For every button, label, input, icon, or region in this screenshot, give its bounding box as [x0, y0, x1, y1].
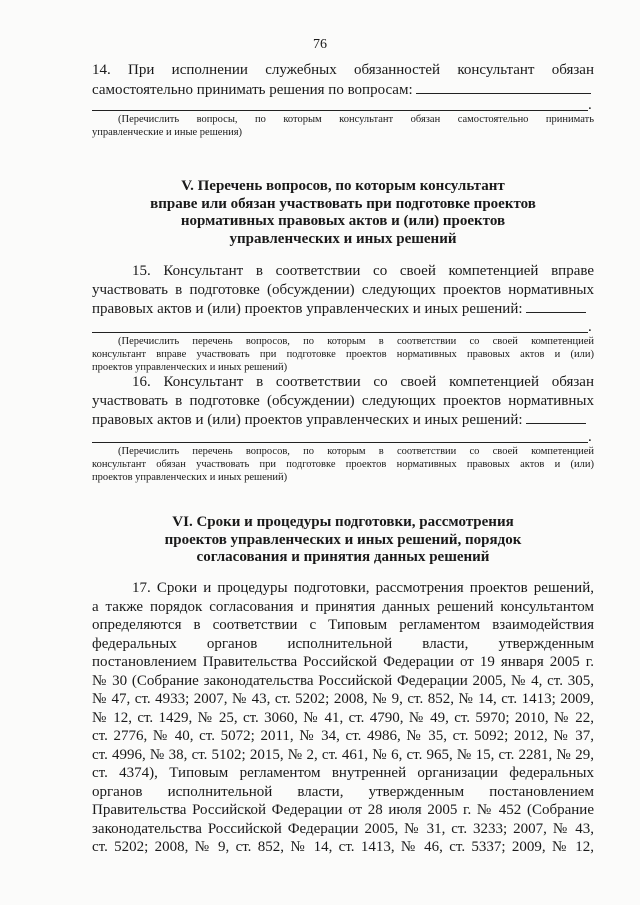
paragraph-16-line-3	[92, 410, 594, 429]
paragraph-16	[92, 373, 594, 429]
paragraph-17-line: ст. 2776, № 40, ст. 5072; 2011, № 34, ст. 4986, № 35, ст. 5092; 2012, № 37,	[92, 728, 594, 744]
note-16-line-1: (Перечислить перечень вопросов, по которым в соответствии со своей компетенцией	[118, 446, 594, 457]
page-number: 76	[313, 37, 327, 52]
paragraph-17-line: Правительства Российской Федерации от 28 июля 2005 г. № 452 (Собрание	[92, 802, 594, 818]
paragraph-15-text: правовых актов и (или) проектов управленческих и иных решений:	[92, 301, 523, 317]
note-16-line-3: проектов управленческих и иных решений)	[92, 472, 288, 483]
note-15-line-3: проектов управленческих и иных решений)	[92, 362, 288, 373]
note-16	[92, 445, 594, 484]
paragraph-17-line: ст. 5202; 2008, № 9, ст. 852, № 14, ст. 1413, № 46, ст. 5337; 2009, № 12,	[92, 839, 594, 855]
paragraph-17-line: 17. Сроки и процедуры подготовки, рассмотрения проектов решений,	[132, 580, 594, 596]
note-15-line-2: консультант вправе участвовать при подготовке проектов нормативных правовых актов и (или)	[92, 349, 594, 360]
section-6-heading-line-1: VI. Сроки и процедуры подготовки, рассмотрения	[172, 514, 514, 530]
paragraph-15-line-1: 15. Консультант в соответствии со своей компетенцией вправе	[132, 263, 594, 279]
section-5-heading-line-4: управленческих и иных решений	[229, 230, 457, 247]
paragraph-17-line: органов исполнительной власти, утвержденным постановлением	[92, 783, 594, 800]
paragraph-16-text: правовых актов и (или) проектов управленческих и иных решений:	[92, 412, 523, 428]
paragraph-17-line: № 30 (Собрание законодательства Российской Федерации 2005, № 4, ст. 305,	[92, 672, 594, 689]
section-6-heading-line-2: проектов управленческих и иных решений, порядок	[164, 531, 522, 548]
section-5-heading-line-1: V. Перечень вопросов, по которым консультант	[181, 178, 505, 194]
paragraph-16-line-1: 16. Консультант в соответствии со своей компетенцией обязан	[132, 374, 594, 390]
paragraph-14-text: самостоятельно принимать решения по вопросам:	[92, 81, 413, 98]
answer-blank	[526, 410, 586, 424]
paragraph-17-line: № 47, ст. 4933; 2007, № 43, ст. 5202; 2008, № 9, ст. 852, № 14, ст. 1413; 2009,	[92, 691, 594, 707]
answer-blank	[416, 80, 591, 94]
section-5-heading	[92, 178, 594, 248]
paragraph-15-line-3	[92, 299, 594, 318]
paragraph-14-line-1: 14. При исполнении служебных обязанностей консультант обязан	[92, 62, 594, 78]
paragraph-17-line: ст. 4996, № 38, ст. 5102; 2015, № 2, ст. 461, № 6, ст. 965, № 15, ст. 2281, № 29,	[92, 746, 594, 763]
paragraph-15-line-2: участвовать в подготовке (обсуждении) следующих проектов нормативных	[92, 281, 594, 298]
answer-line	[92, 442, 588, 443]
paragraph-15-end: .	[588, 319, 592, 335]
paragraph-16-end: .	[588, 429, 592, 445]
section-6-heading	[92, 514, 594, 567]
paragraph-17-line: федеральных органов исполнительной власти, утвержденным	[92, 635, 594, 652]
paragraph-17-line: постановлением Правительства Российской Федерации от 19 января 2005 г.	[92, 654, 594, 670]
note-16-line-2: консультант обязан участвовать при подготовке проектов нормативных правовых актов и (или)	[92, 459, 594, 470]
section-6-heading-line-3: согласования и принятия данных решений	[196, 549, 490, 565]
paragraph-17-line: № 12, ст. 1429, № 25, ст. 3060, № 41, ст. 4790, № 49, ст. 5970; 2010, № 22,	[92, 709, 594, 726]
note-15-line-1: (Перечислить перечень вопросов, по которым в соответствии со своей компетенцией	[118, 336, 594, 347]
paragraph-14-end: .	[588, 97, 592, 113]
paragraph-17-line: определяются в соответствии с Типовым регламентом взаимодействия	[92, 617, 594, 633]
note-14	[92, 113, 594, 139]
answer-line	[92, 332, 588, 333]
paragraph-17	[92, 579, 594, 857]
paragraph-16-line-2: участвовать в подготовке (обсуждении) следующих проектов нормативных	[92, 392, 594, 409]
paragraph-17-line: а также порядок согласования и принятия данных решений консультантом	[92, 598, 594, 615]
note-14-line-2: управленческие и иные решения)	[92, 127, 243, 138]
note-14-line-1: (Перечислить вопросы, по которым консультант обязан самостоятельно принимать	[118, 114, 594, 125]
answer-blank	[526, 299, 586, 313]
paragraph-14-line-2	[92, 80, 594, 99]
section-5-heading-line-3: нормативных правовых актов и (или) проектов	[180, 213, 506, 229]
answer-line	[92, 110, 588, 111]
note-15	[92, 335, 594, 374]
section-5-heading-line-2: вправе или обязан участвовать при подготовке проектов	[150, 195, 536, 212]
paragraph-14	[92, 61, 594, 98]
paragraph-17-line: ст. 4374), Типовым регламентом внутренней организации федеральных	[92, 765, 594, 781]
paragraph-17-line: законодательства Российской Федерации 2005, № 31, ст. 3233; 2007, № 43,	[92, 820, 594, 837]
paragraph-15	[92, 262, 594, 318]
